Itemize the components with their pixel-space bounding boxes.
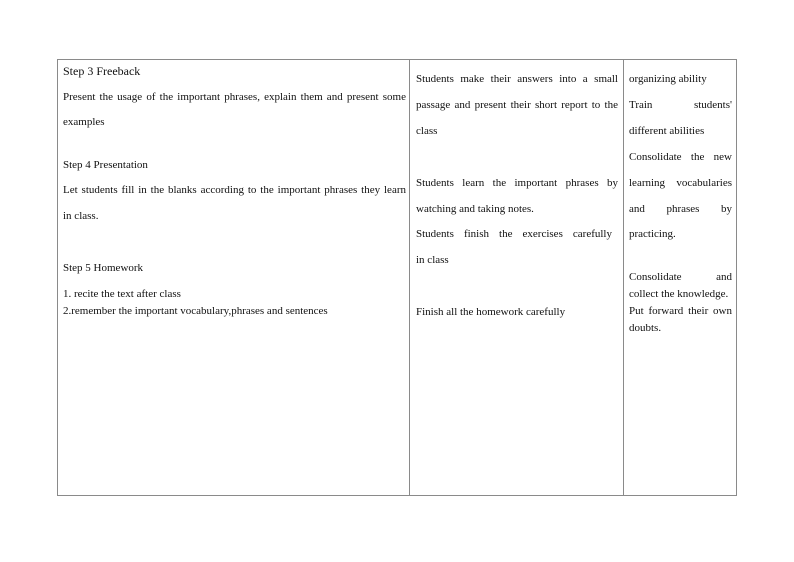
purpose-d-line3: Put forward their own: [629, 305, 732, 317]
purpose-c-line4: practicing.: [629, 228, 676, 240]
student-p4-line1: Finish all the homework carefully: [416, 306, 566, 318]
purpose-a-line1: organizing ability: [629, 73, 707, 85]
purpose-c-line1: Consolidate the new: [629, 151, 732, 163]
student-p1-line1: Students make their answers into a small: [416, 73, 618, 85]
purpose-c-line2: learning vocabularies: [629, 177, 732, 189]
step3-line2: examples: [63, 116, 105, 128]
student-p3-line1: Students finish the exercises carefully: [416, 228, 612, 240]
step4-title: Step 4 Presentation: [63, 159, 148, 171]
student-p2-line2: watching and taking notes.: [416, 203, 534, 215]
student-p3-line2: in class: [416, 254, 449, 266]
purpose-d-line4: doubts.: [629, 322, 662, 334]
step3-line1: Present the usage of the important phrases, explain them and present some: [63, 91, 406, 103]
step5-line2: 2.remember the important vocabulary,phrases and sentences: [63, 305, 328, 317]
purpose-d-line2: collect the knowledge.: [629, 288, 729, 300]
purpose-c-line3: and phrases by: [629, 203, 732, 215]
purpose-cell: [624, 60, 736, 495]
purpose-d-line1: Consolidate and: [629, 271, 732, 283]
lesson-plan-table: [57, 59, 737, 496]
step4-line1: Let students fill in the blanks according to the important phrases they learn: [63, 184, 406, 196]
step5-line1: 1. recite the text after class: [63, 288, 181, 300]
step3-title: Step 3 Freeback: [63, 64, 141, 78]
student-activity-cell: [410, 60, 624, 495]
student-p2-line1: Students learn the important phrases by: [416, 177, 618, 189]
step5-title: Step 5 Homework: [63, 262, 144, 274]
purpose-b-line1: Train students': [629, 99, 732, 111]
step4-line2: in class.: [63, 210, 99, 222]
student-p1-line3: class: [416, 125, 438, 137]
teacher-activity-cell: [58, 60, 410, 495]
purpose-b-line2: different abilities: [629, 125, 705, 137]
student-p1-line2: passage and present their short report to the: [416, 99, 618, 111]
